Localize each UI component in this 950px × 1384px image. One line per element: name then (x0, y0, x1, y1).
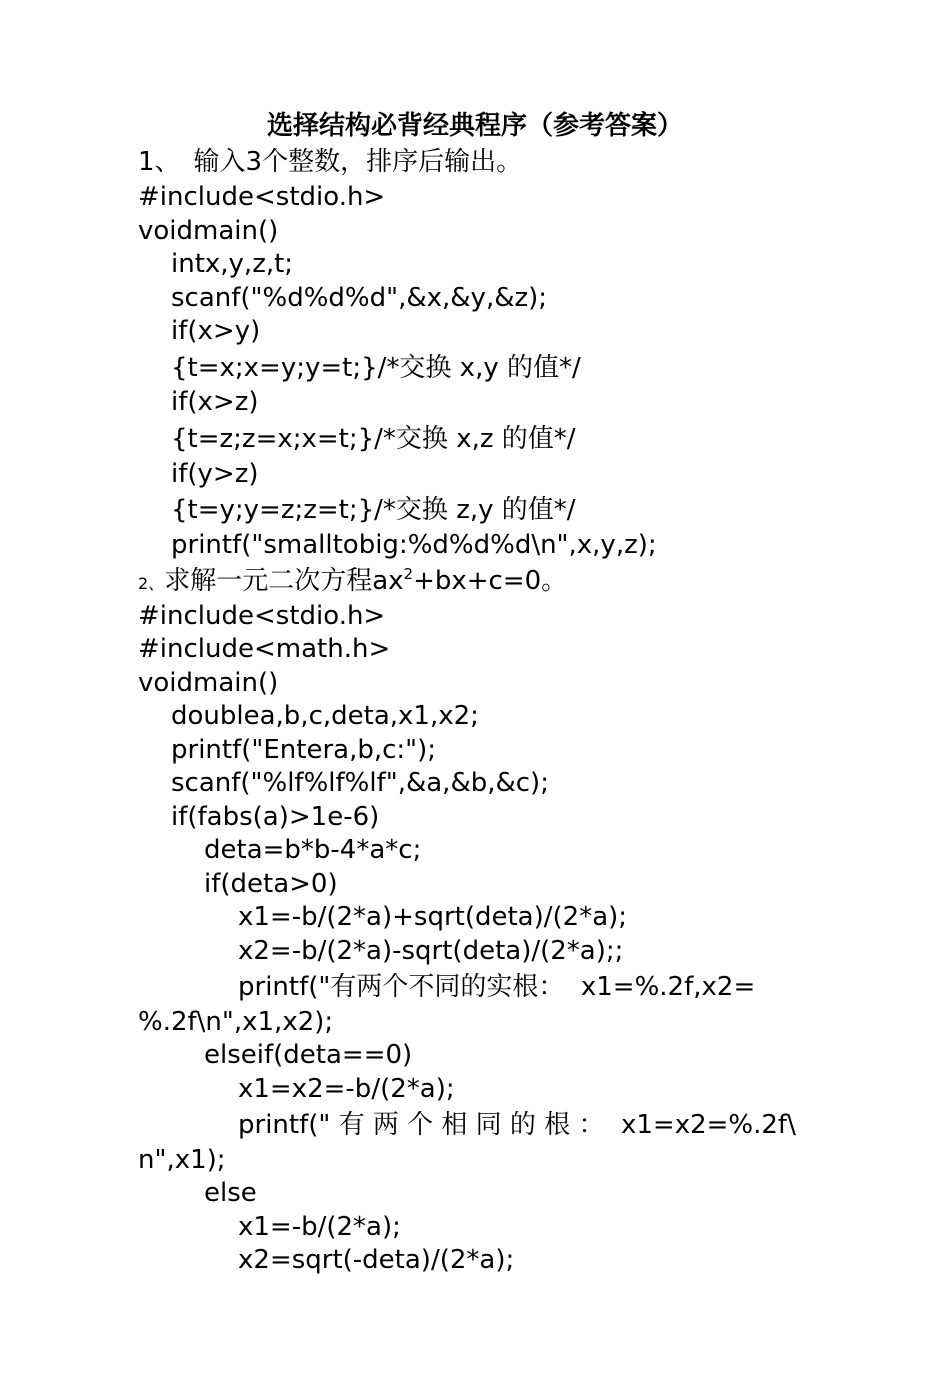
code-line: printf("有两个不同的实根： x1=%.2f,x2= (238, 972, 756, 1002)
code-line: if(x>y) (171, 316, 261, 346)
code-line: scanf("%lf%lf%lf",&a,&b,&c); (171, 768, 549, 798)
code-line: x1=-b/(2*a)+sqrt(deta)/(2*a); (238, 902, 628, 932)
code-line: x2=sqrt(-deta)/(2*a); (238, 1245, 515, 1275)
code-line: %.2f\n",x1,x2); (138, 1007, 334, 1037)
question-2-heading-tail: +bx+c=0。 (413, 566, 568, 596)
code-line: voidmain() (138, 216, 279, 246)
code-line: x2=-b/(2*a)-sqrt(deta)/(2*a);; (238, 936, 624, 966)
code-line: else (204, 1178, 257, 1208)
code-line: deta=b*b-4*a*c; (204, 835, 422, 865)
question-2-heading-text: 求解一元二次方程ax (164, 566, 404, 596)
code-line: {t=z;z=x;x=t;}/*交换 x,z 的值*/ (171, 424, 576, 454)
code-line: printf("Entera,b,c:"); (171, 735, 437, 765)
code-line: {t=x;x=y;y=t;}/*交换 x,y 的值*/ (171, 353, 581, 383)
code-line: x1=-b/(2*a); (238, 1212, 401, 1242)
code-line: printf(" 有 两 个 相 同 的 根 ： x1=x2=%.2f\ (238, 1110, 796, 1140)
code-line: printf("smalltobig:%d%d%d\n",x,y,z); (171, 530, 657, 560)
code-line: x1=x2=-b/(2*a); (238, 1074, 455, 1104)
code-line: n",x1); (138, 1145, 226, 1175)
exponent: 2 (403, 565, 414, 583)
code-line: #include<stdio.h> (138, 601, 386, 631)
code-line: if(deta>0) (204, 869, 338, 899)
code-line: elseif(deta==0) (204, 1040, 413, 1070)
document-title: 选择结构必背经典程序（参考答案） (266, 111, 683, 141)
code-line: scanf("%d%d%d",&x,&y,&z); (171, 283, 548, 313)
code-line: voidmain() (138, 668, 279, 698)
code-line: if(y>z) (171, 459, 259, 489)
code-line: #include<math.h> (138, 634, 391, 664)
code-line: doublea,b,c,deta,x1,x2; (171, 701, 479, 731)
code-line: {t=y;y=z;z=t;}/*交换 z,y 的值*/ (171, 495, 576, 525)
code-line: if(x>z) (171, 387, 259, 417)
code-line: #include<stdio.h> (138, 182, 386, 212)
question-2-heading (138, 564, 567, 601)
question-2-number: 2、 (138, 574, 165, 593)
code-line: if(fabs(a)>1e-6) (171, 802, 380, 832)
question-1-heading: 1、 输入3个整数，排序后输出。 (138, 147, 523, 177)
code-line: intx,y,z,t; (171, 249, 294, 279)
